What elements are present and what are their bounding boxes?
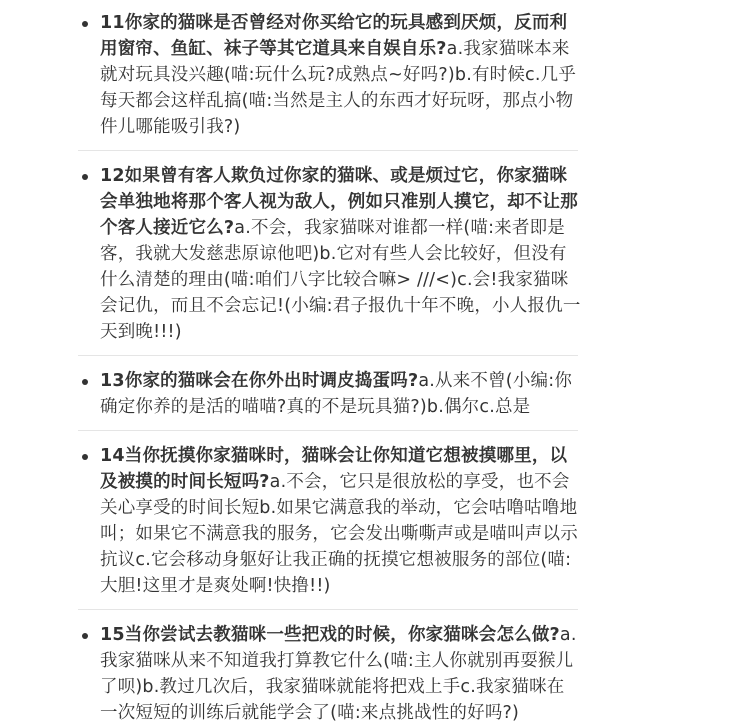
answer-text: a.我家猫咪从来不知道我打算教它什么(喵:主人你就别再耍猴儿了呗)b.教过几次后，我家猫咪就能将把戏上手c.我家猫咪在一次短短的训练后就能学会了(喵:来点挑战性的好吗?)	[100, 625, 577, 723]
list-item	[0, 163, 752, 345]
divider	[78, 355, 578, 356]
bullet-icon	[82, 633, 88, 639]
answer-text: a.不会，它只是很放松的享受，也不会关心享受的时间长短b.如果它满意我的举动，它会咕噜咕噜地叫；如果它不满意我的服务，它会发出嘶嘶声或是喵叫声以示抗议c.它会移动身躯好让我正确的抚摸它想被服务的部位(喵:大胆!这里才是爽处啊!快撸!!)	[100, 472, 578, 596]
answer-text: a.我家猫咪本来就对玩具没兴趣(喵:玩什么玩?成熟点~好吗?)b.有时候c.几乎每天都会这样乱搞(喵:当然是主人的东西才好玩呀，那点小物件儿哪能吸引我?)	[100, 39, 577, 137]
bullet-icon	[82, 379, 88, 385]
answer-text: a.不会，我家猫咪对谁都一样(喵:来者即是客，我就大发慈悲原谅他吧)b.它对有些人会比较好，但没有什么清楚的理由(喵:咱们八字比较合嘛> ///<)c.会!我家猫咪会记仇，而且不会忘记!(小编:君子报仇十年不晚，小人报仇一天到晚!!!)	[100, 218, 581, 342]
bullet-icon	[82, 21, 88, 27]
list-item	[0, 368, 752, 420]
answer-text: a.从来不曾(小编:你确定你养的是活的喵喵?真的不是玩具猫?)b.偶尔c.总是	[100, 371, 573, 417]
question-text: 11你家的猫咪是否曾经对你买给它的玩具感到厌烦，反而利用窗帘、鱼缸、袜子等其它道具来自娱自乐?	[100, 13, 568, 59]
bullet-icon	[82, 454, 88, 460]
list-item	[0, 10, 752, 140]
divider	[78, 609, 578, 610]
bullet-icon	[82, 174, 88, 180]
divider	[78, 150, 578, 151]
list-item	[0, 443, 752, 599]
question-text: 13你家的猫咪会在你外出时调皮捣蛋吗?	[100, 371, 419, 391]
question-list	[0, 10, 752, 726]
list-item	[0, 622, 752, 726]
question-text: 14当你抚摸你家猫咪时，猫咪会让你知道它想被摸哪里，以及被摸的时间长短吗?	[100, 446, 568, 492]
divider	[78, 430, 578, 431]
question-text: 12如果曾有客人欺负过你家的猫咪、或是烦过它，你家猫咪会单独地将那个客人视为敌人，例如只准别人摸它，却不让那个客人接近它么?	[100, 166, 578, 238]
question-text: 15当你尝试去教猫咪一些把戏的时候，你家猫咪会怎么做?	[100, 625, 560, 645]
